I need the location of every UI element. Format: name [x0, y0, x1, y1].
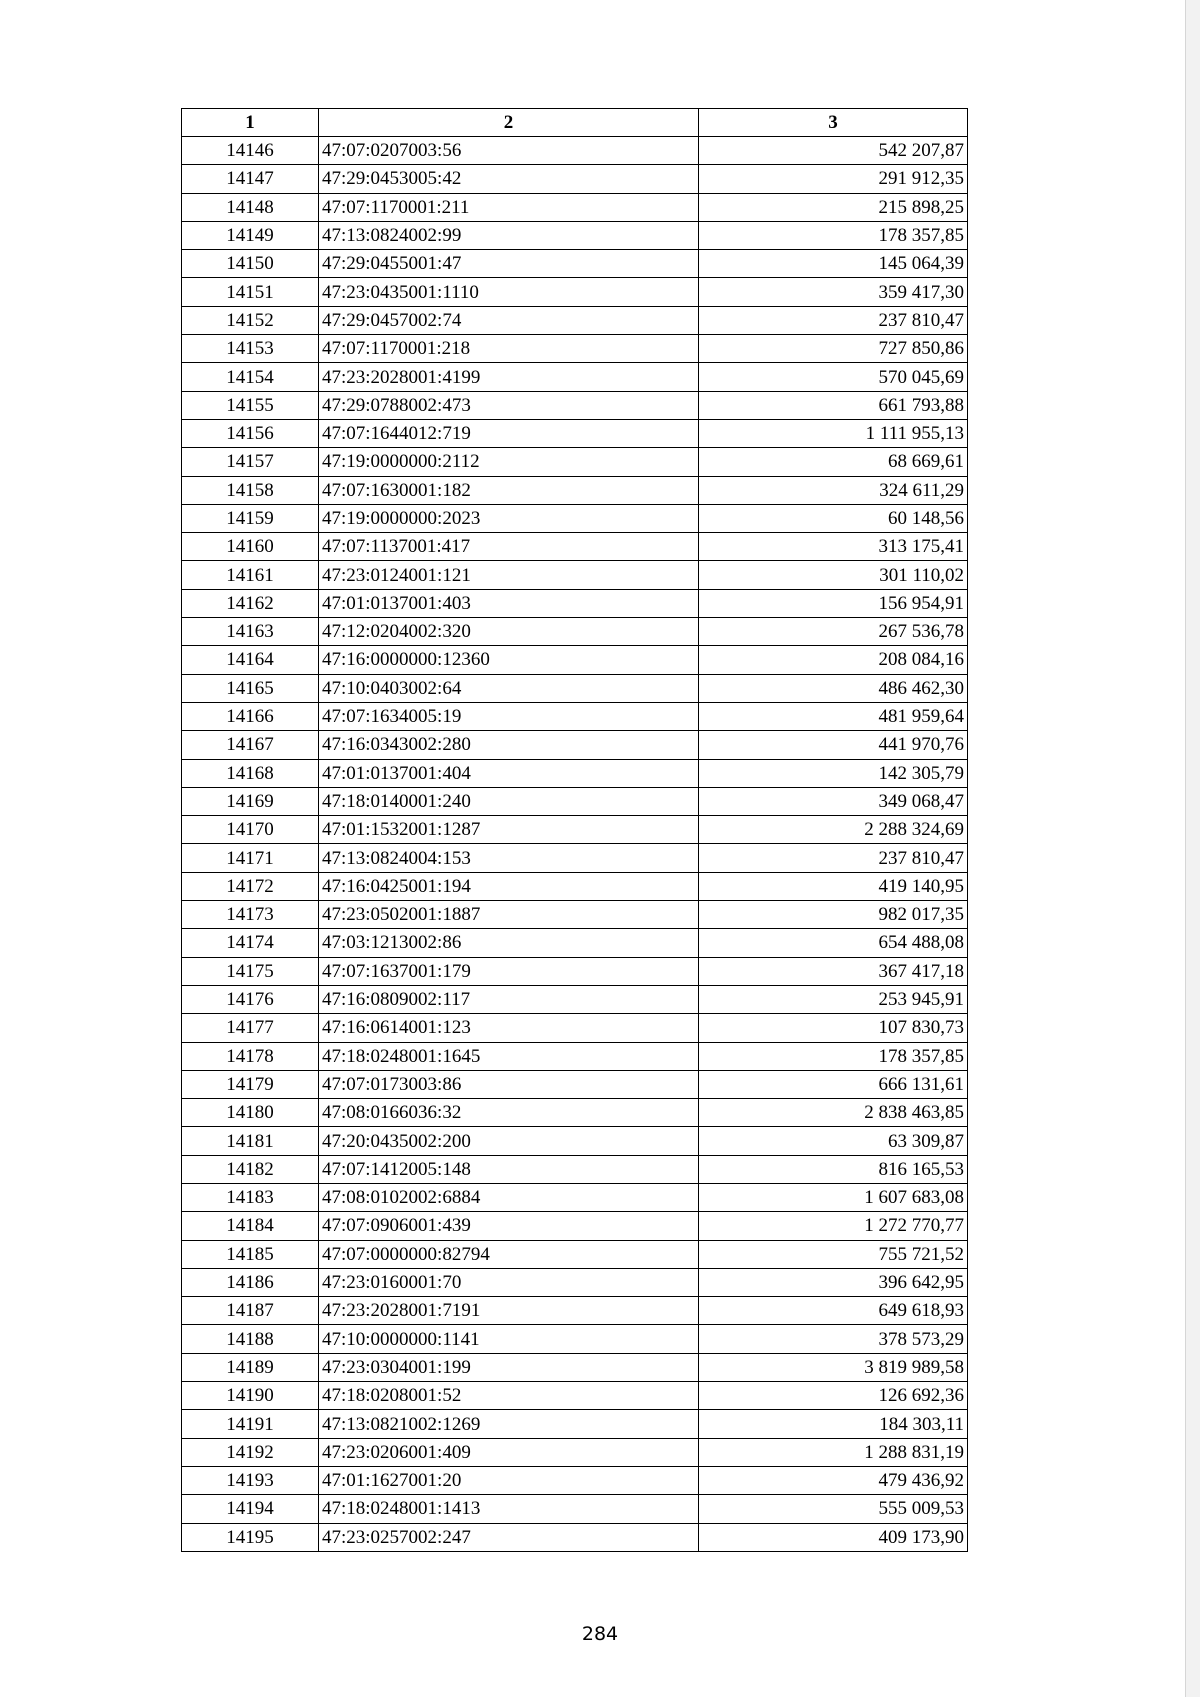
cadastral-number-cell: 47:29:0788002:473 — [319, 391, 699, 419]
cadastral-number-cell: 47:16:0000000:12360 — [319, 646, 699, 674]
value-cell: 555 009,53 — [699, 1495, 968, 1523]
row-number-cell: 14161 — [182, 561, 319, 589]
row-number-cell: 14183 — [182, 1183, 319, 1211]
table-row — [182, 1183, 968, 1211]
cadastral-number-cell: 47:07:1634005:19 — [319, 702, 699, 730]
value-cell: 63 309,87 — [699, 1127, 968, 1155]
row-number-cell: 14155 — [182, 391, 319, 419]
value-cell: 666 131,61 — [699, 1070, 968, 1098]
table-row — [182, 1438, 968, 1466]
value-cell: 378 573,29 — [699, 1325, 968, 1353]
row-number-cell: 14178 — [182, 1042, 319, 1070]
cadastral-number-cell: 47:07:0173003:86 — [319, 1070, 699, 1098]
table-header-row — [182, 109, 968, 137]
cadastral-number-cell: 47:08:0166036:32 — [319, 1099, 699, 1127]
cadastral-number-cell: 47:01:1627001:20 — [319, 1466, 699, 1494]
value-cell: 982 017,35 — [699, 901, 968, 929]
value-cell: 2 838 463,85 — [699, 1099, 968, 1127]
table-row — [182, 787, 968, 815]
value-cell: 237 810,47 — [699, 306, 968, 334]
cadastral-number-cell: 47:19:0000000:2023 — [319, 504, 699, 532]
cadastral-number-cell: 47:18:0140001:240 — [319, 787, 699, 815]
row-number-cell: 14168 — [182, 759, 319, 787]
row-number-cell: 14189 — [182, 1353, 319, 1381]
row-number-cell: 14166 — [182, 702, 319, 730]
table-row — [182, 646, 968, 674]
value-cell: 237 810,47 — [699, 844, 968, 872]
value-cell: 60 148,56 — [699, 504, 968, 532]
value-cell: 145 064,39 — [699, 250, 968, 278]
table-row — [182, 250, 968, 278]
table-row — [182, 759, 968, 787]
row-number-cell: 14167 — [182, 731, 319, 759]
cadastral-number-cell: 47:13:0821002:1269 — [319, 1410, 699, 1438]
cadastral-number-cell: 47:08:0102002:6884 — [319, 1183, 699, 1211]
row-number-cell: 14148 — [182, 193, 319, 221]
row-number-cell: 14169 — [182, 787, 319, 815]
row-number-cell: 14182 — [182, 1155, 319, 1183]
value-cell: 184 303,11 — [699, 1410, 968, 1438]
table-row — [182, 533, 968, 561]
table-row — [182, 872, 968, 900]
row-number-cell: 14170 — [182, 816, 319, 844]
cadastral-number-cell: 47:23:0206001:409 — [319, 1438, 699, 1466]
table-row — [182, 1070, 968, 1098]
table-row — [182, 985, 968, 1013]
table-body — [182, 137, 968, 1552]
cadastral-number-cell: 47:07:0207003:56 — [319, 137, 699, 165]
row-number-cell: 14187 — [182, 1297, 319, 1325]
table-row — [182, 306, 968, 334]
value-cell: 324 611,29 — [699, 476, 968, 504]
page-edge — [1185, 0, 1200, 1697]
value-cell: 367 417,18 — [699, 957, 968, 985]
cadastral-number-cell: 47:18:0248001:1645 — [319, 1042, 699, 1070]
cadastral-number-cell: 47:16:0614001:123 — [319, 1014, 699, 1042]
cadastral-number-cell: 47:07:1170001:211 — [319, 193, 699, 221]
table-row — [182, 901, 968, 929]
cadastral-number-cell: 47:01:0137001:403 — [319, 589, 699, 617]
row-number-cell: 14153 — [182, 335, 319, 363]
cadastral-number-cell: 47:01:1532001:1287 — [319, 816, 699, 844]
value-cell: 419 140,95 — [699, 872, 968, 900]
value-cell: 1 272 770,77 — [699, 1212, 968, 1240]
row-number-cell: 14151 — [182, 278, 319, 306]
table-row — [182, 335, 968, 363]
value-cell: 359 417,30 — [699, 278, 968, 306]
row-number-cell: 14193 — [182, 1466, 319, 1494]
table-row — [182, 1353, 968, 1381]
value-cell: 661 793,88 — [699, 391, 968, 419]
row-number-cell: 14156 — [182, 419, 319, 447]
table-row — [182, 165, 968, 193]
row-number-cell: 14173 — [182, 901, 319, 929]
value-cell: 486 462,30 — [699, 674, 968, 702]
table-row — [182, 844, 968, 872]
row-number-cell: 14191 — [182, 1410, 319, 1438]
cadastral-number-cell: 47:16:0343002:280 — [319, 731, 699, 759]
value-cell: 313 175,41 — [699, 533, 968, 561]
cadastral-number-cell: 47:16:0809002:117 — [319, 985, 699, 1013]
table-row — [182, 193, 968, 221]
value-cell: 727 850,86 — [699, 335, 968, 363]
row-number-cell: 14159 — [182, 504, 319, 532]
row-number-cell: 14177 — [182, 1014, 319, 1042]
column-header-3: 3 — [699, 109, 968, 137]
data-table — [181, 108, 968, 1552]
cadastral-number-cell: 47:23:0124001:121 — [319, 561, 699, 589]
row-number-cell: 14195 — [182, 1523, 319, 1551]
page-number: 284 — [581, 1623, 619, 1645]
row-number-cell: 14158 — [182, 476, 319, 504]
table-row — [182, 929, 968, 957]
value-cell: 2 288 324,69 — [699, 816, 968, 844]
table-row — [182, 1466, 968, 1494]
row-number-cell: 14176 — [182, 985, 319, 1013]
value-cell: 441 970,76 — [699, 731, 968, 759]
value-cell: 267 536,78 — [699, 618, 968, 646]
table-row — [182, 1155, 968, 1183]
value-cell: 654 488,08 — [699, 929, 968, 957]
table-row — [182, 702, 968, 730]
value-cell: 3 819 989,58 — [699, 1353, 968, 1381]
table-row — [182, 1127, 968, 1155]
row-number-cell: 14174 — [182, 929, 319, 957]
table-row — [182, 278, 968, 306]
table-row — [182, 448, 968, 476]
value-cell: 755 721,52 — [699, 1240, 968, 1268]
cadastral-number-cell: 47:12:0204002:320 — [319, 618, 699, 646]
cadastral-number-cell: 47:23:0160001:70 — [319, 1268, 699, 1296]
cadastral-number-cell: 47:07:0000000:82794 — [319, 1240, 699, 1268]
column-header-1: 1 — [182, 109, 319, 137]
row-number-cell: 14179 — [182, 1070, 319, 1098]
table-row — [182, 1495, 968, 1523]
value-cell: 126 692,36 — [699, 1382, 968, 1410]
row-number-cell: 14185 — [182, 1240, 319, 1268]
cadastral-number-cell: 47:23:0502001:1887 — [319, 901, 699, 929]
value-cell: 1 288 831,19 — [699, 1438, 968, 1466]
row-number-cell: 14157 — [182, 448, 319, 476]
table-row — [182, 1014, 968, 1042]
table-row — [182, 476, 968, 504]
value-cell: 68 669,61 — [699, 448, 968, 476]
value-cell: 253 945,91 — [699, 985, 968, 1013]
value-cell: 1 111 955,13 — [699, 419, 968, 447]
value-cell: 1 607 683,08 — [699, 1183, 968, 1211]
row-number-cell: 14186 — [182, 1268, 319, 1296]
value-cell: 142 305,79 — [699, 759, 968, 787]
value-cell: 291 912,35 — [699, 165, 968, 193]
value-cell: 208 084,16 — [699, 646, 968, 674]
row-number-cell: 14163 — [182, 618, 319, 646]
row-number-cell: 14188 — [182, 1325, 319, 1353]
row-number-cell: 14192 — [182, 1438, 319, 1466]
cadastral-number-cell: 47:03:1213002:86 — [319, 929, 699, 957]
table-row — [182, 561, 968, 589]
row-number-cell: 14184 — [182, 1212, 319, 1240]
value-cell: 178 357,85 — [699, 1042, 968, 1070]
table-row — [182, 674, 968, 702]
cadastral-number-cell: 47:10:0000000:1141 — [319, 1325, 699, 1353]
cadastral-number-cell: 47:07:1630001:182 — [319, 476, 699, 504]
row-number-cell: 14180 — [182, 1099, 319, 1127]
cadastral-number-cell: 47:07:0906001:439 — [319, 1212, 699, 1240]
row-number-cell: 14152 — [182, 306, 319, 334]
cadastral-number-cell: 47:01:0137001:404 — [319, 759, 699, 787]
table-row — [182, 1410, 968, 1438]
cadastral-number-cell: 47:16:0425001:194 — [319, 872, 699, 900]
table-row — [182, 731, 968, 759]
table-row — [182, 816, 968, 844]
cadastral-number-cell: 47:07:1170001:218 — [319, 335, 699, 363]
row-number-cell: 14154 — [182, 363, 319, 391]
cadastral-number-cell: 47:20:0435002:200 — [319, 1127, 699, 1155]
cadastral-number-cell: 47:23:0435001:1110 — [319, 278, 699, 306]
table-row — [182, 1297, 968, 1325]
value-cell: 649 618,93 — [699, 1297, 968, 1325]
table-row — [182, 618, 968, 646]
table-row — [182, 1268, 968, 1296]
row-number-cell: 14181 — [182, 1127, 319, 1155]
row-number-cell: 14175 — [182, 957, 319, 985]
value-cell: 301 110,02 — [699, 561, 968, 589]
cadastral-number-cell: 47:23:2028001:7191 — [319, 1297, 699, 1325]
cadastral-number-cell: 47:23:0257002:247 — [319, 1523, 699, 1551]
cadastral-number-cell: 47:23:2028001:4199 — [319, 363, 699, 391]
value-cell: 178 357,85 — [699, 221, 968, 249]
cadastral-number-cell: 47:10:0403002:64 — [319, 674, 699, 702]
cadastral-number-cell: 47:19:0000000:2112 — [319, 448, 699, 476]
cadastral-number-cell: 47:07:1644012:719 — [319, 419, 699, 447]
cadastral-number-cell: 47:18:0248001:1413 — [319, 1495, 699, 1523]
table-row — [182, 1382, 968, 1410]
table-row — [182, 1212, 968, 1240]
table-row — [182, 137, 968, 165]
column-header-2: 2 — [319, 109, 699, 137]
cadastral-number-cell: 47:13:0824002:99 — [319, 221, 699, 249]
cadastral-number-cell: 47:07:1137001:417 — [319, 533, 699, 561]
table-row — [182, 221, 968, 249]
cadastral-number-cell: 47:29:0457002:74 — [319, 306, 699, 334]
table-row — [182, 363, 968, 391]
cadastral-number-cell: 47:29:0455001:47 — [319, 250, 699, 278]
row-number-cell: 14162 — [182, 589, 319, 617]
table-row — [182, 957, 968, 985]
row-number-cell: 14171 — [182, 844, 319, 872]
cadastral-number-cell: 47:29:0453005:42 — [319, 165, 699, 193]
row-number-cell: 14147 — [182, 165, 319, 193]
row-number-cell: 14165 — [182, 674, 319, 702]
table-row — [182, 1523, 968, 1551]
cadastral-number-cell: 47:18:0208001:52 — [319, 1382, 699, 1410]
value-cell: 409 173,90 — [699, 1523, 968, 1551]
row-number-cell: 14190 — [182, 1382, 319, 1410]
cadastral-number-cell: 47:07:1637001:179 — [319, 957, 699, 985]
table-row — [182, 1325, 968, 1353]
row-number-cell: 14164 — [182, 646, 319, 674]
value-cell: 479 436,92 — [699, 1466, 968, 1494]
row-number-cell: 14146 — [182, 137, 319, 165]
table-row — [182, 391, 968, 419]
table-row — [182, 1099, 968, 1127]
cadastral-number-cell: 47:13:0824004:153 — [319, 844, 699, 872]
table-row — [182, 504, 968, 532]
value-cell: 570 045,69 — [699, 363, 968, 391]
row-number-cell: 14194 — [182, 1495, 319, 1523]
row-number-cell: 14150 — [182, 250, 319, 278]
cadastral-number-cell: 47:23:0304001:199 — [319, 1353, 699, 1381]
value-cell: 156 954,91 — [699, 589, 968, 617]
value-cell: 396 642,95 — [699, 1268, 968, 1296]
value-cell: 215 898,25 — [699, 193, 968, 221]
table-row — [182, 1042, 968, 1070]
value-cell: 542 207,87 — [699, 137, 968, 165]
value-cell: 816 165,53 — [699, 1155, 968, 1183]
value-cell: 107 830,73 — [699, 1014, 968, 1042]
table-row — [182, 419, 968, 447]
table-row — [182, 589, 968, 617]
table-row — [182, 1240, 968, 1268]
row-number-cell: 14160 — [182, 533, 319, 561]
value-cell: 349 068,47 — [699, 787, 968, 815]
row-number-cell: 14149 — [182, 221, 319, 249]
row-number-cell: 14172 — [182, 872, 319, 900]
value-cell: 481 959,64 — [699, 702, 968, 730]
cadastral-number-cell: 47:07:1412005:148 — [319, 1155, 699, 1183]
